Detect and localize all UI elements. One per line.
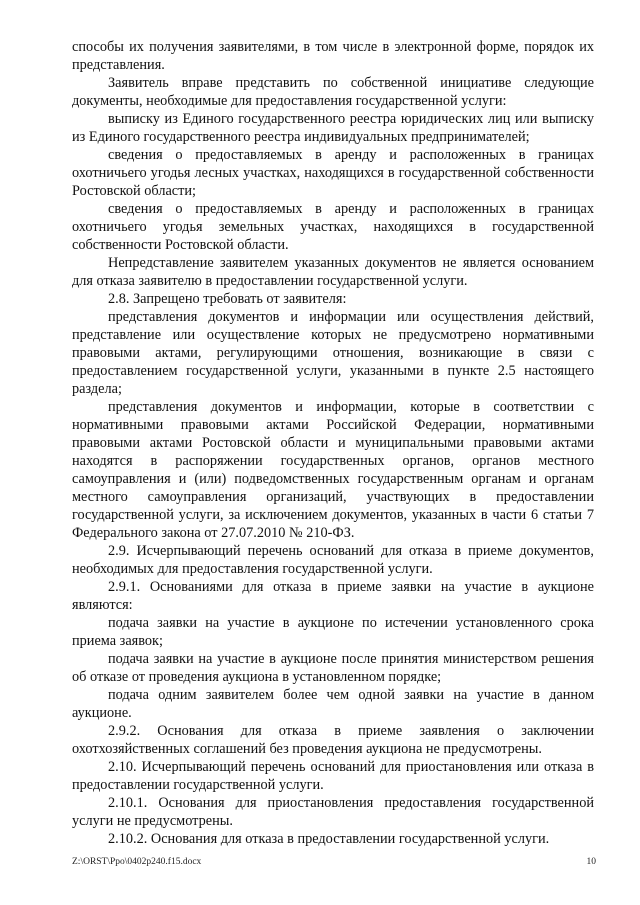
paragraph: 2.9. Исчерпывающий перечень оснований для отказа в приеме документов, необходимых для предоставления государственной услуги.: [72, 543, 594, 577]
paragraph: 2.9.1. Основаниями для отказа в приеме заявки на участие в аукционе являются:: [72, 579, 594, 613]
page-footer: [72, 856, 596, 868]
paragraph: 2.10.2. Основания для отказа в предоставлении государственной услуги.: [108, 831, 550, 847]
footer-file-path: Z:\ORST\Ppo\0402p240.f15.docx: [72, 857, 202, 867]
paragraph: подача заявки на участие в аукционе после принятия министерством решения об отказе от проведения аукциона в установленном порядке;: [72, 651, 594, 685]
paragraph: сведения о предоставляемых в аренду и расположенных в границах охотничьего угодья земельных участках, находящихся в государственной собственности Ростовской области.: [72, 201, 594, 253]
paragraph: 2.9.2. Основания для отказа в приеме заявления о заключении охотхозяйственных соглашений без проведения аукциона не предусмотрены.: [72, 723, 594, 757]
paragraph: способы их получения заявителями, в том числе в электронной форме, порядок их представления.: [72, 39, 594, 73]
paragraph: 2.8. Запрещено требовать от заявителя:: [108, 291, 347, 307]
paragraph: Заявитель вправе представить по собственной инициативе следующие документы, необходимые для предоставления государственной услуги:: [72, 75, 594, 109]
paragraph: подача одним заявителем более чем одной заявки на участие в данном аукционе.: [72, 687, 594, 721]
paragraph: сведения о предоставляемых в аренду и расположенных в границах охотничьего угодья лесных участках, находящихся в государственной собственности Ростовской области;: [72, 147, 594, 199]
paragraph: 2.10. Исчерпывающий перечень оснований для приостановления или отказа в предоставлении государственной услуги.: [72, 759, 594, 793]
paragraph: подача заявки на участие в аукционе по истечении установленного срока приема заявок;: [72, 615, 594, 649]
document-body: [72, 38, 594, 848]
page-number: 10: [586, 857, 596, 867]
paragraph: представления документов и информации или осуществления действий, представление или осуществление которых не предусмотрено нормативными правовыми актами, регулирующими отношения, возникающие в связи с предоставлением государственной услуги, указанными в пункте 2.5 настоящего раздела;: [72, 309, 594, 397]
paragraph: выписку из Единого государственного реестра юридических лиц или выписку из Единого государственного реестра индивидуальных предпринимателей;: [72, 111, 594, 145]
paragraph: 2.10.1. Основания для приостановления предоставления государственной услуги не предусмотрены.: [72, 795, 594, 829]
paragraph: представления документов и информации, которые в соответствии с нормативными правовыми актами Российской Федерации, нормативными правовыми актами Ростовской области и муниципальными правовыми актами находятся в распоряжении государственных органов, органов местного самоуправления и (или) подведомственных государственным органам и органам местного самоуправления организаций, участвующих в предоставлении государственной услуги, за исключением документов, указанных в части 6 статьи 7 Федерального закона от 27.07.2010 № 210-ФЗ.: [72, 399, 594, 541]
paragraph: Непредставление заявителем указанных документов не является основанием для отказа заявителю в предоставлении государственной услуги.: [72, 255, 594, 289]
